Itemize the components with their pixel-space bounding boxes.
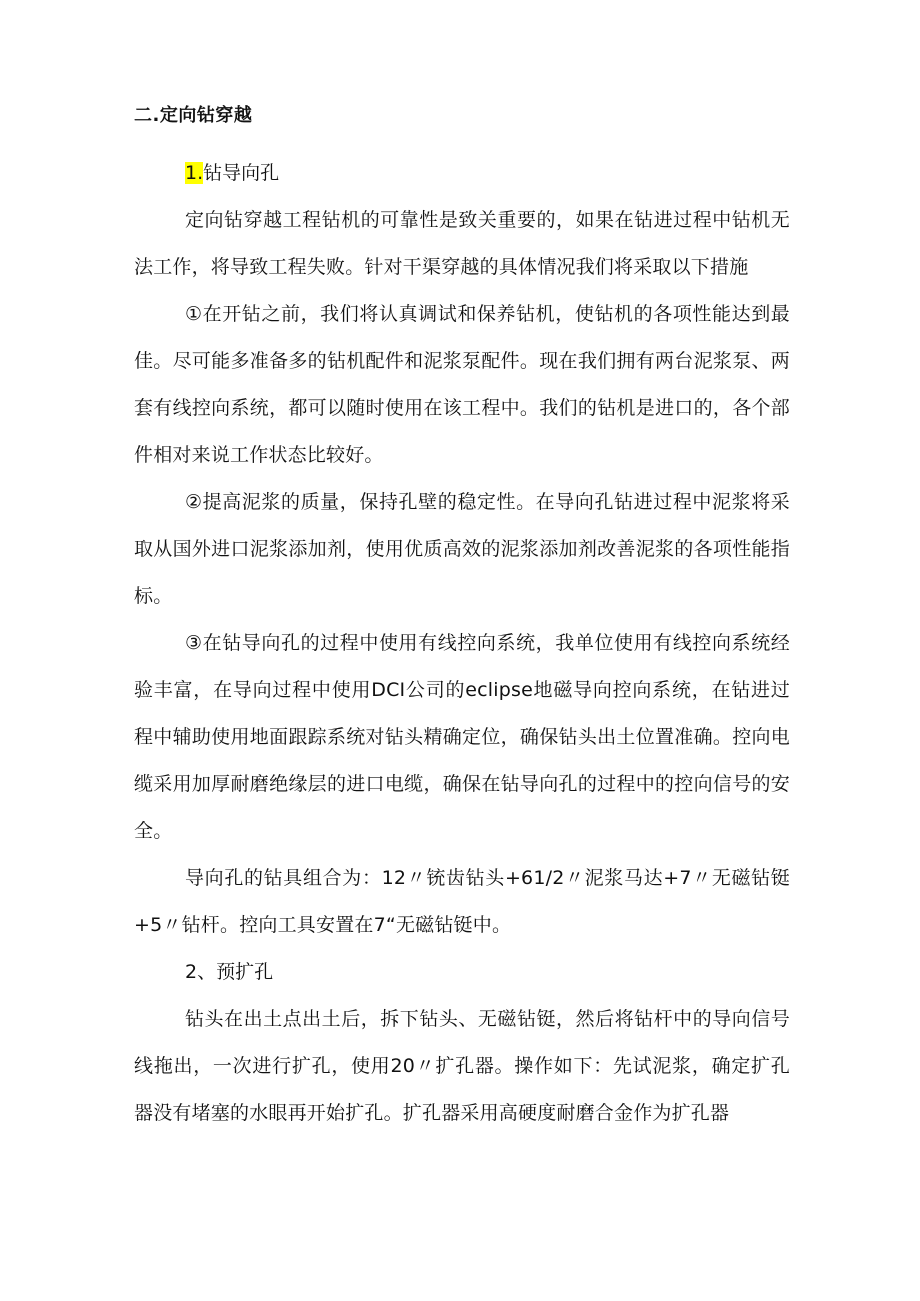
paragraph-tool-assembly: 导向孔的钻具组合为：12〃铳齿钻头+61/2〃泥浆马达+7〃无磁钻铤+5〃钻杆。控向工具安置在7“无磁钻铤中。 bbox=[134, 867, 790, 936]
subsection-1-title: 钻导向孔 bbox=[203, 162, 280, 184]
subsection-1-number: 1. bbox=[185, 162, 204, 184]
paragraph-pre-reaming: 钻头在出土点出土后，拆下钻头、无磁钻铤，然后将钻杆中的导向信号线拖出，一次进行扩孔，使用20〃扩孔器。操作如下：先试泥浆，确定扩孔器没有堵塞的水眼再开始扩孔。扩孔器采用高硬度耐磨合金作为扩孔器 bbox=[134, 1008, 790, 1124]
paragraph-measure-3: ③在钻导向孔的过程中使用有线控向系统，我单位使用有线控向系统经验丰富，在导向过程中使用DCI公司的eclipse地磁导向控向系统，在钻进过程中辅助使用地面跟踪系统对钻头精确定位，确保钻头出土位置准确。控向电缆采用加厚耐磨绝缘层的进口电缆，确保在钻导向孔的过程中的控向信号的安全。 bbox=[134, 632, 790, 842]
paragraph-measure-2: ②提高泥浆的质量，保持孔壁的稳定性。在导向孔钻进过程中泥浆将采取从国外进口泥浆添加剂，使用优质高效的泥浆添加剂改善泥浆的各项性能指标。 bbox=[134, 491, 790, 607]
subsection-1-heading bbox=[134, 150, 790, 197]
document-body bbox=[134, 104, 790, 1137]
paragraph-intro: 定向钻穿越工程钻机的可靠性是致关重要的，如果在钻进过程中钻机无法工作，将导致工程失败。针对干渠穿越的具体情况我们将采取以下措施 bbox=[134, 209, 790, 278]
section-title: 二.定向钻穿越 bbox=[134, 105, 253, 126]
subsection-2-heading: 2、预扩孔 bbox=[185, 961, 274, 983]
paragraph-measure-1: ①在开钻之前，我们将认真调试和保养钻机，使钻机的各项性能达到最佳。尽可能多准备多的钻机配件和泥浆泵配件。现在我们拥有两台泥浆泵、两套有线控向系统，都可以随时使用在该工程中。我们的钻机是进口的，各个部件相对来说工作状态比较好。 bbox=[134, 303, 790, 466]
